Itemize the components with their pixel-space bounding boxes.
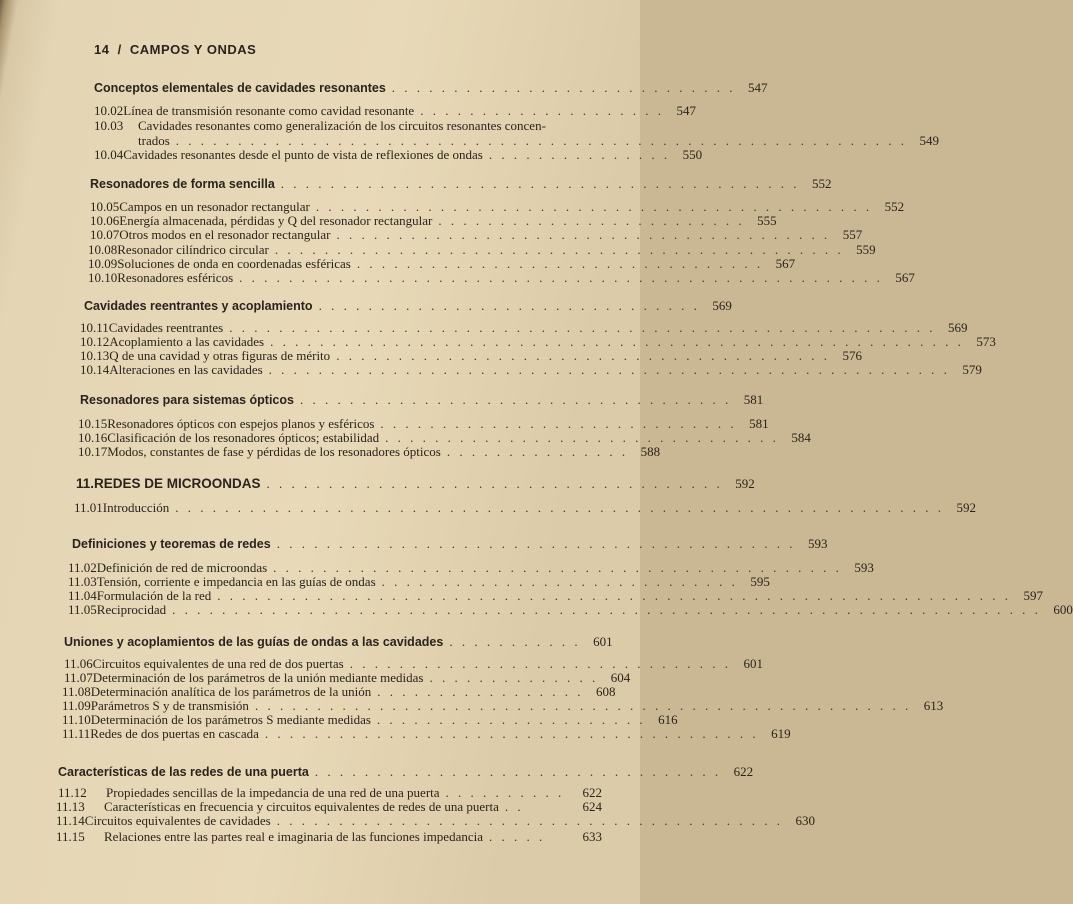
entry-title: Línea de transmisión resonante como cavidad resonante [123,103,415,118]
entry-title: Determinación de los parámetros S mediante medidas [90,712,371,727]
toc-entry: 10.14 Alteraciones en las cavidades . . . . . . . . . . . . . . . . . . . . . . . . . . . . . . . . . . . . . . . . . . . . . . . . . . . . . . . 579 [80,362,982,377]
section-heading: Características de las redes de una puerta . . . . . . . . . . . . . . . . . . . . . . . . . . . . . . . . . 622 [58,764,754,779]
toc-entry: 10.04 Cavidades resonantes desde el punto de vista de reflexiones de ondas . . . . . . . . . . . . . . . 550 [94,147,703,162]
chapter-heading: 11. REDES DE MICROONDAS . . . . . . . . . . . . . . . . . . . . . . . . . . . . . . . . . . . . . 592 [76,476,755,491]
entry-title: Otros modos en el resonador rectangular [119,227,331,242]
toc-entry: 11.12 Propiedades sencillas de la impedancia de una red de una puerta . . . . . . . . . . 622 [58,785,602,800]
entry-number: 11.15 [56,829,85,844]
section-heading: Definiciones y teoremas de redes . . . . . . . . . . . . . . . . . . . . . . . . . . . . . . . . . . . . . . . . . . 593 [72,536,828,551]
entry-number: 11.14 [56,813,85,828]
entry-page: 595 [750,574,770,589]
entry-page: 597 [1023,588,1043,603]
entry-page: 557 [842,227,863,242]
toc-entry: 11.15 Relaciones entre las partes real e imaginaria de las funciones impedancia . . . . . 633 [56,829,602,844]
toc-entry-continuation: trados . . . . . . . . . . . . . . . . . . . . . . . . . . . . . . . . . . . . . . . . . . . . . . . . . . . . . . . . . . . 549 [138,133,940,148]
entry-title: Soluciones de onda en coordenadas esféricas [117,256,351,271]
entry-title: Cavidades reentrantes [108,320,224,335]
section-heading: Resonadores de forma sencilla . . . . . . . . . . . . . . . . . . . . . . . . . . . . . . . . . . . . . . . . . . 552 [90,176,832,191]
toc-entry [94,118,616,134]
entry-title: Relaciones entre las partes real e imaginaria de las funciones impedancia [104,829,483,844]
entry-number: 10.03 [94,118,124,133]
entry-page: 593 [854,560,874,575]
entry-number: 10.06 [90,213,120,228]
section-page: 581 [743,392,764,407]
entry-number: 11.02 [68,560,97,575]
header-page-number: 14 [94,42,110,57]
running-head [94,42,256,57]
section-heading: Resonadores para sistemas ópticos . . . . . . . . . . . . . . . . . . . . . . . . . . . . . . . . . . . 581 [80,392,764,407]
entry-title: Resonadores ópticos con espejos planos y esféricos [107,416,375,431]
section-heading: Conceptos elementales de cavidades resonantes . . . . . . . . . . . . . . . . . . . . . . . . . . . . 547 [94,80,768,95]
entry-page: 552 [884,199,905,214]
entry-title: Alteraciones en las cavidades [109,362,263,377]
toc-entry: 11.13 Características en frecuencia y circuitos equivalentes de redes de una puerta . . 624 [56,799,602,814]
entry-page: 584 [791,430,811,445]
entry-number: 10.14 [80,362,110,377]
entry-page: 555 [757,213,777,228]
entry-page: 588 [640,444,661,459]
entry-title: Resonador cilíndrico circular [117,242,269,257]
entry-title: Introducción [102,500,170,515]
entry-page: 601 [743,656,763,671]
toc-entry: 10.02 Línea de transmisión resonante como cavidad resonante . . . . . . . . . . . . . . . . . . . . 547 [94,103,696,118]
entry-number: 11.13 [56,799,85,814]
section-heading: Cavidades reentrantes y acoplamiento . . . . . . . . . . . . . . . . . . . . . . . . . . . . . . . 569 [84,298,732,313]
entry-title: Reciprocidad [96,602,167,617]
entry-number: 11.09 [62,698,91,713]
entry-title: Resonadores esféricos [117,270,234,285]
entry-page: 604 [610,670,631,685]
toc-entry: 10.09 Soluciones de onda en coordenadas esféricas . . . . . . . . . . . . . . . . . . . . . . . . . . . . . . . . . 567 [88,256,796,271]
entry-page: 579 [962,362,982,377]
entry-title: Propiedades sencillas de la impedancia de una red de una puerta [106,785,440,800]
entry-number: 10.12 [80,334,110,349]
entry-page: 581 [749,416,769,431]
toc-entry: 11.08 Determinación analítica de los parámetros de la unión . . . . . . . . . . . . . . . . . 608 [62,684,616,699]
toc-entry: 11.04 Formulación de la red . . . . . . . . . . . . . . . . . . . . . . . . . . . . . . . . . . . . . . . . . . . . . . . . . . . . . . . . . . . . . . . . 597 [68,588,1043,603]
entry-title: Determinación de los parámetros de la unión mediante medidas [92,670,424,685]
toc-entry: 11.11 Redes de dos puertas en cascada . . . . . . . . . . . . . . . . . . . . . . . . . . . . . . . . . . . . . . . . 619 [62,726,791,741]
entry-title: Modos, constantes de fase y pérdidas de los resonadores ópticos [107,444,441,459]
entry-page: 576 [842,348,862,363]
entry-title: Características en frecuencia y circuitos equivalentes de redes de una puerta [104,799,499,814]
entry-number: 11.07 [64,670,93,685]
toc-entry: 11.10 Determinación de los parámetros S mediante medidas . . . . . . . . . . . . . . . . . . . . . . 616 [62,712,678,727]
entry-page: 619 [771,726,791,741]
section-heading: Uniones y acoplamientos de las guías de ondas a las cavidades . . . . . . . . . . . 601 [64,634,613,649]
entry-number: 10.04 [94,147,124,162]
header-title: CAMPOS Y ONDAS [129,42,257,57]
entry-title: Definición de red de microondas [96,560,268,575]
entry-page: 567 [895,270,915,285]
entry-number: 11.08 [62,684,91,699]
chapter-number: 11. [76,476,95,491]
section-page: 547 [748,80,768,95]
toc-entry: 10.05 Campos en un resonador rectangular . . . . . . . . . . . . . . . . . . . . . . . . . . . . . . . . . . . . . . . . . . . . . 552 [90,199,905,214]
section-page: 593 [807,536,828,551]
entry-title-continuation: trados [138,133,170,148]
section-title: Conceptos elementales de cavidades resonantes [94,81,386,95]
entry-title: Clasificación de los resonadores ópticos; estabilidad [107,430,380,445]
entry-title: Acoplamiento a las cavidades [109,334,265,349]
entry-number: 11.01 [74,500,103,515]
entry-title: Campos en un resonador rectangular [119,199,310,214]
entry-number: 10.15 [78,416,108,431]
toc-entry: 11.07 Determinación de los parámetros de la unión mediante medidas . . . . . . . . . . . . . . 604 [64,670,631,685]
section-title: Resonadores de forma sencilla [90,177,275,191]
section-page: 552 [812,176,832,191]
entry-title: Q de una cavidad y otras figuras de mérito [109,348,331,363]
entry-title: Formulación de la red [96,588,212,603]
toc-entry: 11.05 Reciprocidad . . . . . . . . . . . . . . . . . . . . . . . . . . . . . . . . . . . . . . . . . . . . . . . . . . . . . . . . . . . . . . . . . . . . . . 600 [68,602,1073,617]
section-title: Cavidades reentrantes y acoplamiento [84,299,313,313]
entry-page: 600 [1053,602,1073,617]
toc-entry: 10.15 Resonadores ópticos con espejos planos y esféricos . . . . . . . . . . . . . . . . . . . . . . . . . . . . . 581 [78,416,769,431]
entry-page: 592 [956,500,976,515]
entry-number: 10.08 [88,242,118,257]
entry-title: Tensión, corriente e impedancia en las guías de ondas [96,574,376,589]
entry-title: Circuitos equivalentes de una red de dos puertas [92,656,344,671]
entry-number: 11.10 [62,712,91,727]
entry-title: Circuitos equivalentes de cavidades [84,813,271,828]
entry-number: 11.06 [64,656,93,671]
entry-number: 11.03 [68,574,97,589]
toc-entry: 10.12 Acoplamiento a las cavidades . . . . . . . . . . . . . . . . . . . . . . . . . . . . . . . . . . . . . . . . . . . . . . . . . . . . . . . . 573 [80,334,996,349]
entry-title: Redes de dos puertas en cascada [90,726,259,741]
toc-entry: 11.03 Tensión, corriente e impedancia en las guías de ondas . . . . . . . . . . . . . . . . . . . . . . . . . . . . . 595 [68,574,770,589]
entry-page: 549 [919,133,940,148]
entry-page: 547 [676,103,696,118]
entry-number: 10.13 [80,348,110,363]
entry-page: 613 [923,698,944,713]
entry-page: 633 [582,829,602,844]
entry-number: 11.05 [68,602,97,617]
toc-entry: 10.10 Resonadores esféricos . . . . . . . . . . . . . . . . . . . . . . . . . . . . . . . . . . . . . . . . . . . . . . . . . . . . 567 [88,270,915,285]
toc-entry: 10.11 Cavidades reentrantes . . . . . . . . . . . . . . . . . . . . . . . . . . . . . . . . . . . . . . . . . . . . . . . . . . . . . . . . . 569 [80,320,968,335]
toc-entry: 11.09 Parámetros S y de transmisión . . . . . . . . . . . . . . . . . . . . . . . . . . . . . . . . . . . . . . . . . . . . . . . . . . . . . 613 [62,698,944,713]
header-separator: / [117,42,122,57]
section-title: Definiciones y teoremas de redes [72,537,271,551]
entry-number: 10.05 [90,199,120,214]
section-page: 569 [712,298,732,313]
entry-page: 569 [947,320,968,335]
entry-number: 11.12 [58,785,87,800]
entry-number: 11.04 [68,588,97,603]
toc-entry: 11.02 Definición de red de microondas . . . . . . . . . . . . . . . . . . . . . . . . . . . . . . . . . . . . . . . . . . . . . . 593 [68,560,874,575]
entry-number: 10.10 [88,270,118,285]
section-title: Uniones y acoplamientos de las guías de ondas a las cavidades [64,635,444,649]
toc-entry: 10.06 Energía almacenada, pérdidas y Q del resonador rectangular . . . . . . . . . . . . . . . . . . . . . . . . . 555 [90,213,777,228]
toc-entry: 10.16 Clasificación de los resonadores ópticos; estabilidad . . . . . . . . . . . . . . . . . . . . . . . . . . . . . . . . 584 [78,430,811,445]
entry-number: 10.02 [94,103,124,118]
section-page: 601 [593,634,613,649]
chapter-page: 592 [735,476,755,491]
entry-page: 624 [582,799,602,814]
entry-page: 573 [976,334,996,349]
entry-number: 11.11 [62,726,91,741]
chapter-title: REDES DE MICROONDAS [94,476,261,491]
entry-number: 10.09 [88,256,118,271]
entry-number: 10.16 [78,430,108,445]
section-title: Características de las redes de una puerta [58,765,309,779]
entry-number: 10.07 [90,227,120,242]
entry-title: Determinación analítica de los parámetros de la unión [90,684,372,699]
toc-entry: 10.07 Otros modos en el resonador rectangular . . . . . . . . . . . . . . . . . . . . . . . . . . . . . . . . . . . . . . . . 557 [90,227,863,242]
entry-title: Cavidades resonantes como generalización de los circuitos resonantes concen- [138,118,546,133]
entry-number: 10.11 [80,320,109,335]
entry-page: 608 [596,684,616,699]
toc-entry: 10.13 Q de una cavidad y otras figuras de mérito . . . . . . . . . . . . . . . . . . . . . . . . . . . . . . . . . . . . . . . . 576 [80,348,862,363]
entry-page: 630 [795,813,815,828]
toc-entry: 11.14 Circuitos equivalentes de cavidades . . . . . . . . . . . . . . . . . . . . . . . . . . . . . . . . . . . . . . . . . 630 [56,813,815,828]
entry-page: 559 [856,242,876,257]
entry-page: 622 [582,785,602,800]
entry-title: Parámetros S y de transmisión [90,698,249,713]
entry-title: Energía almacenada, pérdidas y Q del resonador rectangular [119,213,433,228]
entry-page: 616 [658,712,678,727]
section-title: Resonadores para sistemas ópticos [80,393,294,407]
entry-number: 10.17 [78,444,108,459]
toc-entry: 10.08 Resonador cilíndrico circular . . . . . . . . . . . . . . . . . . . . . . . . . . . . . . . . . . . . . . . . . . . . . . 559 [88,242,876,257]
toc-entry: 11.06 Circuitos equivalentes de una red de dos puertas . . . . . . . . . . . . . . . . . . . . . . . . . . . . . . . 601 [64,656,763,671]
entry-page: 567 [775,256,796,271]
entry-page: 550 [682,147,703,162]
entry-title: Cavidades resonantes desde el punto de vista de reflexiones de ondas [123,147,483,162]
toc-entry: 10.17 Modos, constantes de fase y pérdidas de los resonadores ópticos . . . . . . . . . . . . . . . 588 [78,444,661,459]
section-page: 622 [733,764,754,779]
toc-entry: 11.01 Introducción . . . . . . . . . . . . . . . . . . . . . . . . . . . . . . . . . . . . . . . . . . . . . . . . . . . . . . . . . . . . . . 592 [74,500,976,515]
